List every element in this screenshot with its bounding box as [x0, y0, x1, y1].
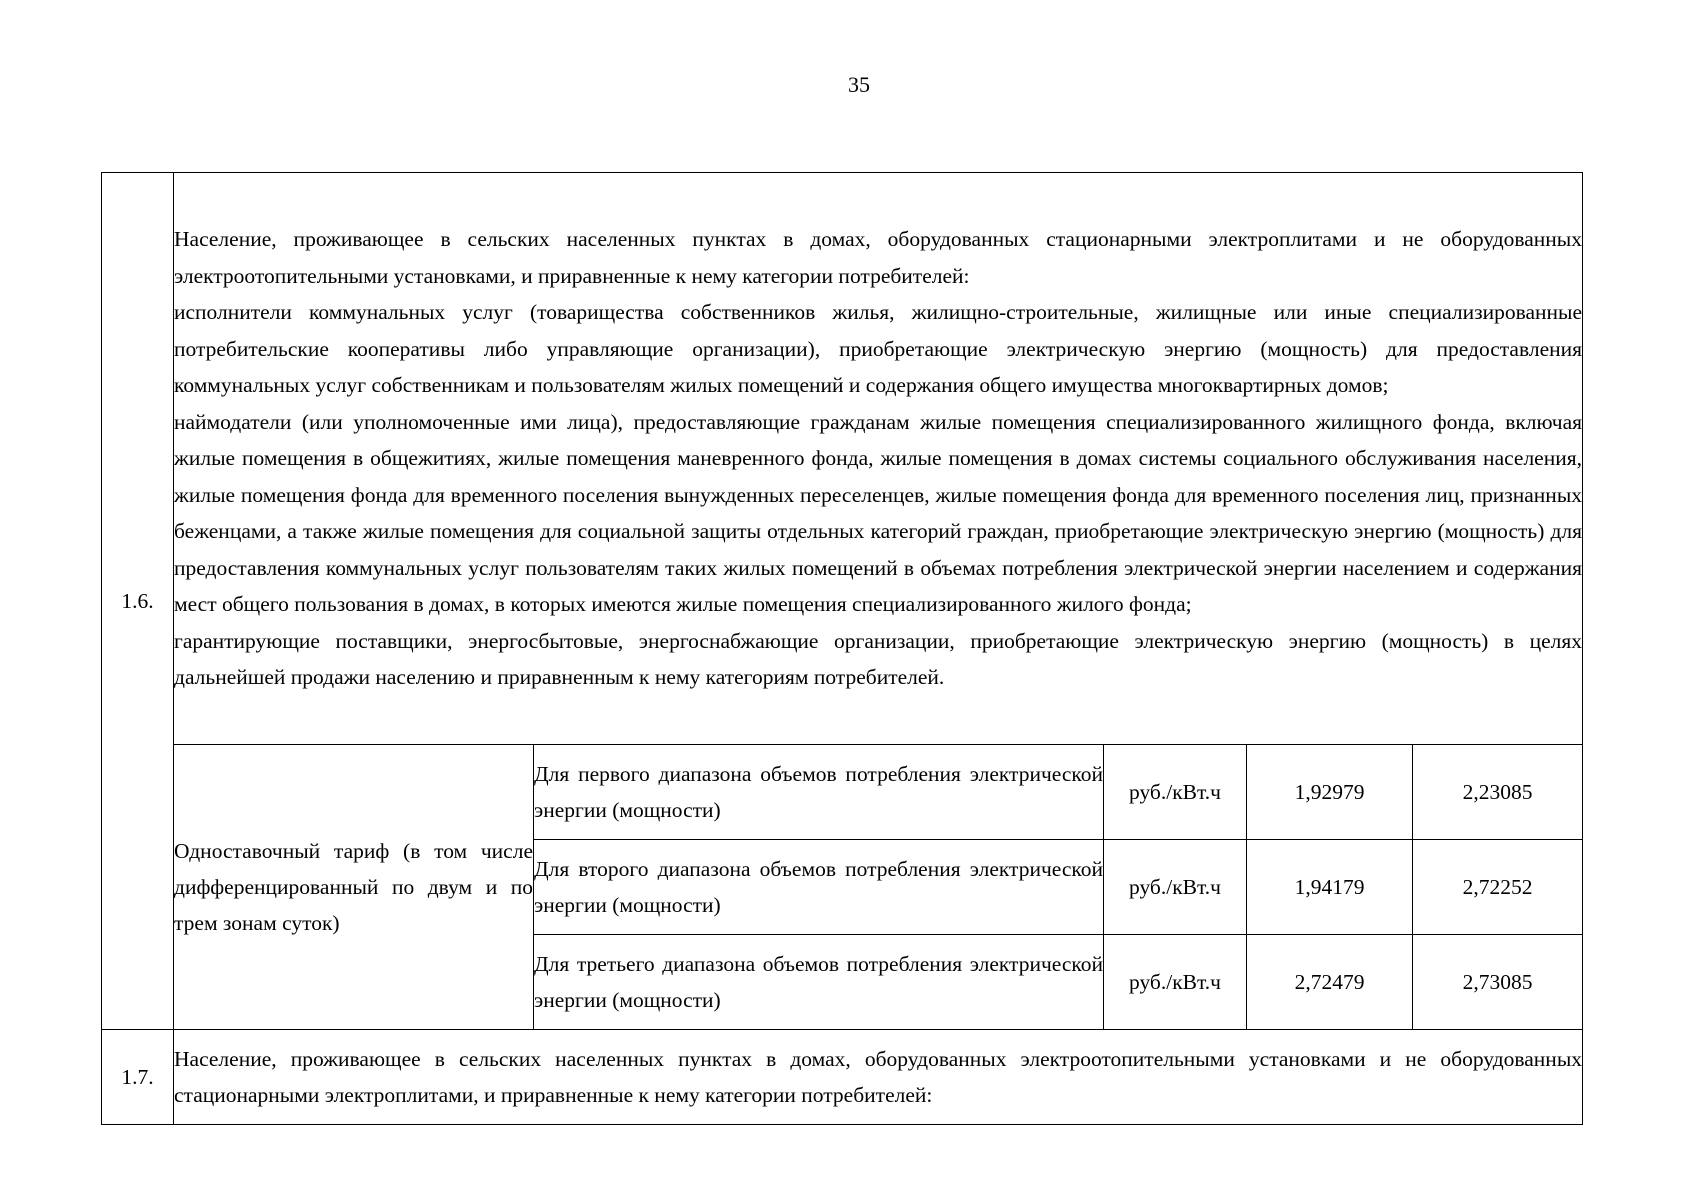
row-1-7-description	[102, 1030, 1583, 1125]
consumer-category-description	[174, 1030, 1583, 1125]
page-number: 35	[848, 72, 870, 97]
unit: руб./кВт.ч	[1104, 935, 1247, 1030]
unit: руб./кВт.ч	[1104, 745, 1247, 840]
consumption-range: Для первого диапазона объемов потребления электрической энергии (мощности)	[534, 745, 1104, 840]
tariff-type: Одноставочный тариф (в том числе дифференцированный по двум и по трем зонам суток)	[174, 745, 534, 1030]
consumer-category-description	[174, 173, 1583, 745]
description-paragraph: Население, проживающее в сельских населенных пунктах в домах, оборудованных электроотопительными установками и не оборудованных стационарными электроплитами, и приравненные к нему категории потребителей:	[174, 1046, 1583, 1107]
row-1-6-description	[102, 173, 1583, 745]
consumption-range: Для второго диапазона объемов потребления электрической энергии (мощности)	[534, 840, 1104, 935]
tariff-value-first-half: 1,92979	[1247, 745, 1413, 840]
tariff-value-second-half: 2,72252	[1413, 840, 1583, 935]
description-paragraph: исполнители коммунальных услуг (товарищества собственников жилья, жилищно-строительные, жилищные или иные специализированные потребительские кооперативы либо управляющие организации), приобретающие электрическую энергию (мощность) для предоставления коммунальных услуг собственникам и пользователям жилых помещений и содержания общего имущества многоквартирных домов;	[174, 300, 1583, 398]
description-paragraph: наймодатели (или уполномоченные ими лица), предоставляющие гражданам жилые помещения специализированного жилищного фонда, включая жилые помещения в общежитиях, жилые помещения маневренного фонда, жилые помещения в домах системы социального обслуживания населения, жилые помещения фонда для временного поселения вынужденных переселенцев, жилые помещения фонда для временного поселения лиц, признанных беженцами, а также жилые помещения для социальной защиты отдельных категорий граждан, приобретающие электрическую энергию (мощность) для предоставления коммунальных услуг пользователям таких жилых помещений в объемах потребления электрической энергии населением и содержания мест общего пользования в домах, в которых имеются жилые помещения специализированного жилого фонда;	[174, 409, 1583, 617]
consumption-range: Для третьего диапазона объемов потребления электрической энергии (мощности)	[534, 935, 1104, 1030]
description-paragraph: Население, проживающее в сельских населенных пунктах в домах, оборудованных стационарными электроплитами и не оборудованных электроотопительными установками, и приравненные к нему категории потребителей:	[174, 227, 1583, 288]
tariff-row	[102, 745, 1583, 840]
tariff-value-second-half: 2,73085	[1413, 935, 1583, 1030]
tariff-value-first-half: 1,94179	[1247, 840, 1413, 935]
tariff-table	[101, 172, 1583, 1125]
unit: руб./кВт.ч	[1104, 840, 1247, 935]
tariff-value-first-half: 2,72479	[1247, 935, 1413, 1030]
tariff-value-second-half: 2,23085	[1413, 745, 1583, 840]
description-paragraph: гарантирующие поставщики, энергосбытовые, энергоснабжающие организации, приобретающие электрическую энергию (мощность) в целях дальнейшей продажи населению и приравненным к нему категориям потребителей.	[174, 628, 1583, 690]
row-number: 1.6.	[102, 173, 174, 1030]
row-number: 1.7.	[102, 1030, 174, 1125]
